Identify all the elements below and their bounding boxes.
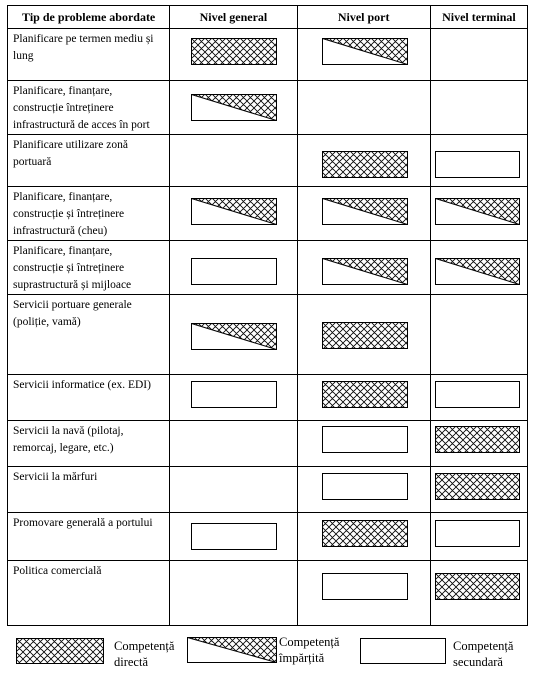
cell-terminal [430,241,527,295]
symbol-directa [322,381,408,408]
cell-port [297,241,430,295]
row-label: Planificare, finanțare, construcție și întreținere suprastructură și mijloace [13,245,132,291]
row-label-cell [8,375,170,421]
row-label: Politica comercială [13,565,102,577]
row-label-cell [8,81,170,135]
header-nivel-general: Nivel general [170,6,297,29]
symbol-directa [435,473,520,500]
cell-terminal [430,135,527,187]
cell-general [170,241,297,295]
symbol-secundara [322,426,408,453]
symbol-directa [435,573,520,600]
symbol-secundara [435,520,520,547]
table-row [8,421,528,467]
symbol-secundara [191,258,277,285]
symbol-secundara [191,523,277,550]
row-label-cell [8,295,170,375]
symbol-secundara [322,473,408,500]
row-label-cell [8,29,170,81]
cell-port [297,421,430,467]
cell-port [297,295,430,375]
table-row [8,29,528,81]
cell-general [170,135,297,187]
cell-port [297,29,430,81]
cell-port [297,375,430,421]
competence-table [7,5,528,626]
row-label: Promovare generală a portului [13,517,153,529]
cell-port [297,81,430,135]
symbol-directa [435,426,520,453]
cell-terminal [430,467,527,513]
symbol-impartita [322,38,408,65]
header-nivel-port: Nivel port [297,6,430,29]
cell-terminal [430,421,527,467]
header-tip-probleme: Tip de probleme abordate [8,6,170,29]
cell-terminal [430,187,527,241]
cell-terminal [430,81,527,135]
symbol-impartita [191,198,277,225]
table-row [8,375,528,421]
row-label: Planificare, finanțare, construcție și întreținere infrastructură (cheu) [13,191,125,237]
legend-impartita-label: Competență împărțită [279,635,340,665]
table-row [8,561,528,626]
cell-port [297,135,430,187]
cell-terminal [430,29,527,81]
row-label-cell [8,135,170,187]
row-label: Servicii informatice (ex. EDI) [13,379,151,391]
cell-general [170,375,297,421]
legend [7,632,528,684]
cell-general [170,81,297,135]
row-label: Planificare pe termen mediu și lung [13,33,154,62]
cell-general [170,295,297,375]
row-label-cell [8,561,170,626]
header-row [8,6,528,29]
cell-general [170,187,297,241]
symbol-secundara [322,573,408,600]
symbol-impartita [191,94,277,121]
table-row [8,135,528,187]
legend-directa-symbol [16,638,104,669]
symbol-directa [191,38,277,65]
legend-directa-label: Competență directă [114,639,175,669]
symbol-directa [322,151,408,178]
table-row [8,241,528,295]
symbol-impartita [322,258,408,285]
cell-port [297,513,430,561]
legend-impartita-symbol [187,637,277,668]
row-label: Servicii portuare generale (poliție, vamă) [13,299,132,328]
table-row [8,187,528,241]
cell-general [170,561,297,626]
row-label-cell [8,187,170,241]
legend-secundara-symbol [360,638,446,669]
symbol-secundara [435,381,520,408]
table-row [8,81,528,135]
cell-port [297,467,430,513]
cell-general [170,467,297,513]
legend-secundara-label: Competență secundară [453,639,514,669]
row-label: Planificare utilizare zonă portuară [13,139,128,168]
row-label-cell [8,467,170,513]
symbol-impartita [435,198,520,225]
row-label: Planificare, finanțare, construcție întreținere infrastructură de acces în port [13,85,150,131]
cell-terminal [430,513,527,561]
symbol-impartita [191,323,277,350]
table-row [8,513,528,561]
row-label-cell [8,241,170,295]
row-label: Servicii la mărfuri [13,471,98,483]
row-label: Servicii la navă (pilotaj, remorcaj, legare, etc.) [13,425,124,454]
cell-general [170,29,297,81]
cell-port [297,561,430,626]
table-row [8,467,528,513]
table-row [8,295,528,375]
row-label-cell [8,421,170,467]
symbol-secundara [435,151,520,178]
symbol-directa [322,520,408,547]
row-label-cell [8,513,170,561]
symbol-impartita [322,198,408,225]
cell-general [170,513,297,561]
cell-general [170,421,297,467]
cell-terminal [430,295,527,375]
symbol-secundara [191,381,277,408]
cell-terminal [430,561,527,626]
cell-terminal [430,375,527,421]
symbol-impartita [435,258,520,285]
symbol-directa [322,322,408,349]
cell-port [297,187,430,241]
header-nivel-terminal: Nivel terminal [430,6,527,29]
